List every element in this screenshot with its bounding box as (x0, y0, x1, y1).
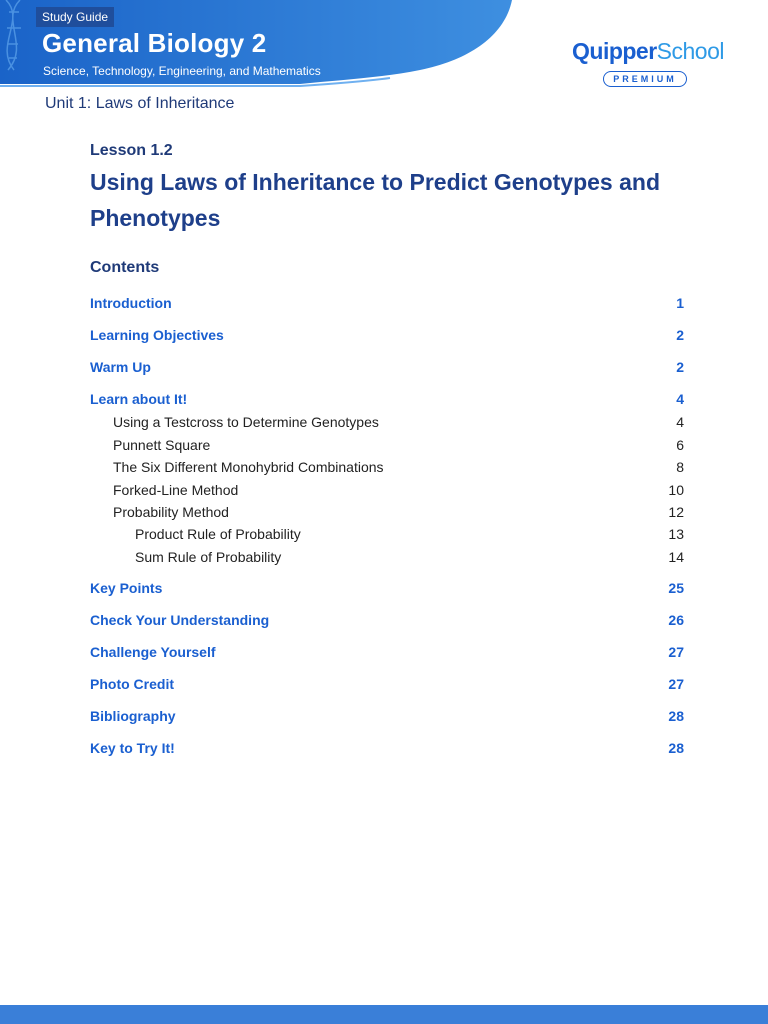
toc-label: Using a Testcross to Determine Genotypes (113, 414, 379, 430)
toc-label: Product Rule of Probability (135, 526, 301, 542)
toc-label: Challenge Yourself (90, 644, 216, 660)
toc-label: Forked-Line Method (113, 482, 239, 498)
toc-entry-learn-about-it[interactable] (90, 389, 684, 409)
unit-heading: Unit 1: Laws of Inheritance (45, 95, 235, 112)
toc-page: 28 (668, 708, 684, 724)
toc-label: Check Your Understanding (90, 612, 270, 628)
toc-page: 12 (668, 504, 684, 520)
contents-heading: Contents (90, 259, 160, 276)
toc-page: 27 (668, 676, 684, 692)
logo-school-text: School (656, 38, 724, 64)
toc-entry-testcross[interactable] (90, 412, 684, 432)
toc-entry-forked-line-method[interactable] (90, 480, 684, 500)
toc-label: Probability Method (113, 504, 229, 520)
course-title: General Biology 2 (42, 28, 267, 58)
toc-label: The Six Different Monohybrid Combinations (113, 459, 384, 475)
toc-label: Introduction (90, 295, 172, 311)
toc-page: 28 (668, 740, 684, 756)
toc-entry-sum-rule[interactable] (90, 547, 684, 567)
toc-page: 10 (668, 482, 684, 498)
toc-entry-probability-method[interactable] (90, 502, 684, 522)
toc-label: Punnett Square (113, 437, 211, 453)
toc-label: Key Points (90, 580, 163, 596)
lesson-title: Using Laws of Inheritance to Predict Genotypes and Phenotypes (90, 169, 660, 231)
toc-entry-challenge-yourself[interactable] (90, 642, 684, 662)
toc-entry-monohybrid-combinations[interactable] (90, 457, 684, 477)
toc-page: 6 (676, 437, 684, 453)
toc-entry-punnett-square[interactable] (90, 435, 684, 455)
toc-page: 2 (676, 359, 684, 375)
quipper-school-logo (572, 38, 724, 65)
toc-entry-check-your-understanding[interactable] (90, 610, 684, 630)
toc-label: Warm Up (90, 359, 151, 375)
toc-page: 4 (676, 414, 684, 430)
lesson-number: Lesson 1.2 (90, 142, 173, 159)
toc-page: 13 (668, 526, 684, 542)
footer-bar (0, 1005, 768, 1024)
course-subtitle: Science, Technology, Engineering, and Mathematics (43, 64, 321, 78)
toc-page: 26 (668, 612, 684, 628)
toc-page: 14 (668, 549, 684, 565)
toc-entry-key-points[interactable] (90, 578, 684, 598)
toc-label: Key to Try It! (90, 740, 175, 756)
study-guide-tag: Study Guide (36, 7, 114, 27)
toc-entry-key-to-try-it[interactable] (90, 738, 684, 758)
toc-page: 8 (676, 459, 684, 475)
toc-entry-warm-up[interactable] (90, 357, 684, 377)
toc-label: Sum Rule of Probability (135, 549, 282, 565)
toc-page: 4 (676, 391, 684, 407)
toc-entry-introduction[interactable] (90, 293, 684, 313)
toc-page: 2 (676, 327, 684, 343)
toc-label: Photo Credit (90, 676, 174, 692)
toc-entry-learning-objectives[interactable] (90, 325, 684, 345)
toc-entry-bibliography[interactable] (90, 706, 684, 726)
toc-page: 1 (676, 295, 684, 311)
toc-label: Bibliography (90, 708, 176, 724)
toc-entry-photo-credit[interactable] (90, 674, 684, 694)
toc-label: Learning Objectives (90, 327, 224, 343)
toc-page: 25 (668, 580, 684, 596)
premium-badge: PREMIUM (603, 71, 687, 87)
logo-quipper-text: Quipper (572, 38, 657, 64)
toc-entry-product-rule[interactable] (90, 524, 684, 544)
toc-page: 27 (668, 644, 684, 660)
toc-label: Learn about It! (90, 391, 188, 407)
